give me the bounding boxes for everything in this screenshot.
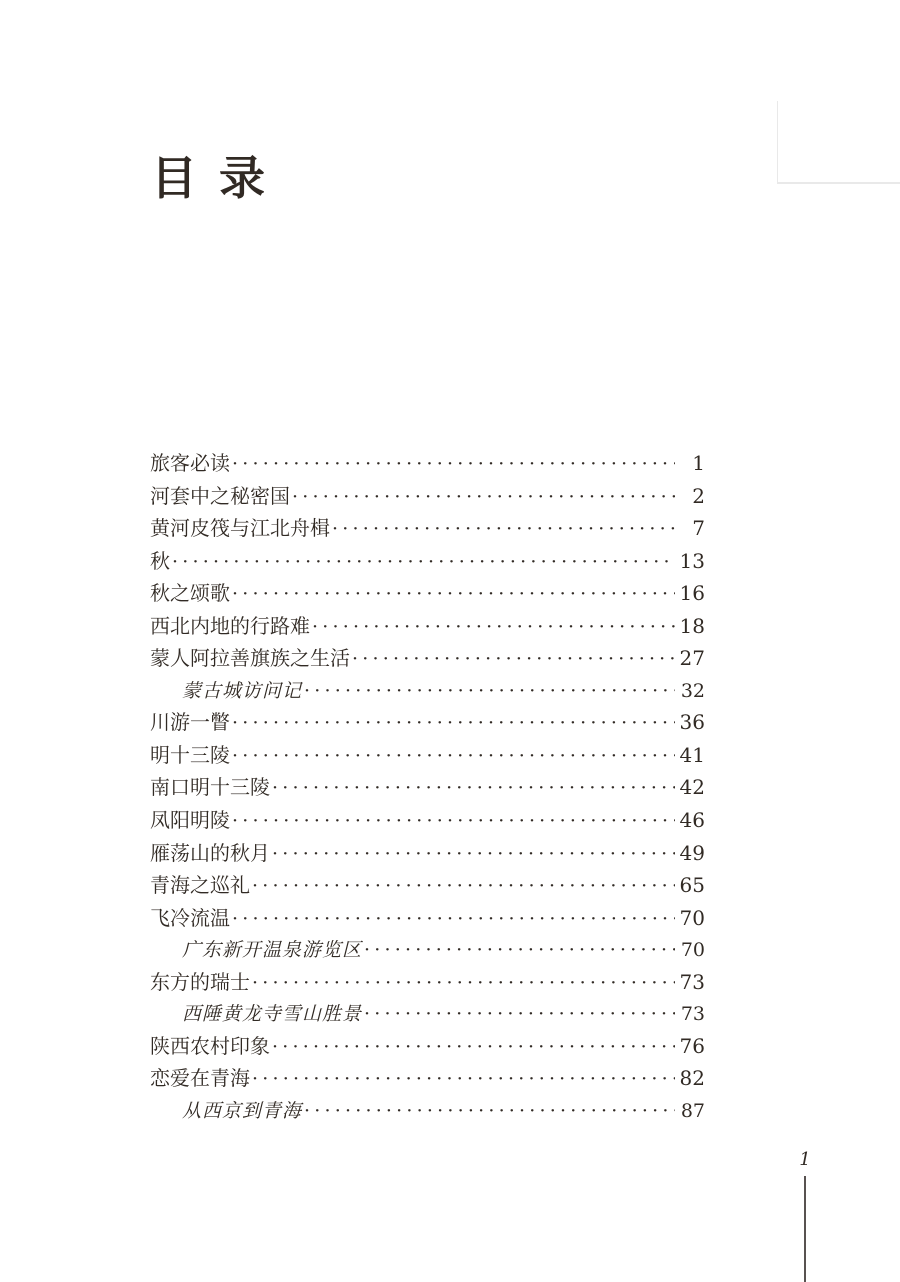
dot-leader: [232, 903, 675, 936]
toc-entry-page-number: 82: [679, 1066, 705, 1091]
toc-entry-title: 广东新开温泉游览区: [182, 939, 363, 962]
page-title: 目 录: [151, 151, 269, 205]
toc-row: [150, 448, 705, 481]
toc-entry-page-number: 46: [679, 808, 705, 833]
toc-row: [150, 1096, 705, 1128]
dot-leader: [272, 838, 675, 871]
dot-leader: [312, 611, 675, 644]
toc-row: [150, 967, 705, 1000]
dot-leader: [364, 935, 675, 967]
toc-entry-page-number: 13: [679, 548, 705, 573]
toc-row: [150, 643, 705, 676]
toc-entry-title: 凤阳明陵: [150, 808, 230, 833]
toc-entry-title: 西北内地的行路难: [150, 613, 310, 638]
dot-leader: [292, 481, 675, 514]
toc-row: [150, 870, 705, 903]
toc-row: [150, 772, 705, 805]
dot-leader: [252, 967, 675, 1000]
toc-entry-page-number: 1: [692, 451, 705, 475]
toc-row: [150, 1063, 705, 1096]
toc-entry-page-number: 36: [679, 710, 705, 735]
toc-entry-title: 秋: [150, 548, 170, 573]
toc-entry-title: 陕西农村印象: [150, 1033, 270, 1058]
toc-entry-title: 秋之颂歌: [150, 581, 230, 606]
dot-leader: [352, 643, 675, 676]
toc-row: [150, 999, 705, 1031]
page-corner-box: [777, 101, 900, 184]
toc-entry-title: 河套中之秘密国: [150, 483, 290, 508]
toc-entry-page-number: 7: [692, 516, 705, 541]
dot-leader: [304, 1096, 675, 1128]
dot-leader: [232, 578, 675, 611]
folio-rule: [804, 1176, 806, 1282]
toc-row: [150, 740, 705, 773]
toc-entry-page-number: 73: [680, 1003, 705, 1026]
toc-entry-title: 飞冷流温: [150, 905, 230, 930]
dot-leader: [232, 805, 675, 838]
toc-entry-page-number: 18: [679, 613, 705, 638]
toc-entry-page-number: 27: [679, 646, 705, 671]
toc-entry-title: 南口明十三陵: [150, 775, 270, 800]
toc-row: [150, 903, 705, 936]
toc-row: [150, 611, 705, 644]
toc-row: [150, 1031, 705, 1064]
dot-leader: [332, 513, 675, 546]
dot-leader: [232, 448, 675, 481]
toc-entry-title: 川游一瞥: [150, 710, 230, 735]
toc-entry-title: 东方的瑞士: [150, 969, 250, 994]
toc-entry-page-number: 87: [680, 1099, 705, 1122]
toc-entry-title: 黄河皮筏与江北舟楫: [150, 516, 330, 541]
dot-leader: [272, 1031, 675, 1064]
dot-leader: [252, 1063, 675, 1096]
toc-entry-title: 蒙古城访问记: [182, 679, 303, 702]
dot-leader: [364, 999, 675, 1031]
toc-entry-page-number: 32: [680, 679, 705, 702]
toc-row: [150, 676, 705, 708]
toc-entry-title: 西陲黄龙寺雪山胜景: [182, 1003, 363, 1026]
toc-entry-page-number: 73: [679, 969, 705, 994]
dot-leader: [172, 546, 675, 579]
dot-leader: [272, 772, 675, 805]
toc-entry-page-number: 70: [680, 939, 705, 962]
toc-entry-page-number: 16: [679, 581, 705, 606]
toc-row: [150, 838, 705, 871]
toc-entry-page-number: 2: [692, 483, 705, 508]
toc-row: [150, 707, 705, 740]
toc-entry-title: 蒙人阿拉善旗族之生活: [150, 646, 350, 671]
toc-entry-title: 恋爱在青海: [150, 1066, 250, 1091]
dot-leader: [304, 676, 675, 708]
dot-leader: [232, 707, 675, 740]
folio-page-number: 1: [799, 1149, 811, 1170]
toc-row: [150, 578, 705, 611]
toc-entry-title: 雁荡山的秋月: [150, 840, 270, 865]
toc-row: [150, 805, 705, 838]
toc-entry-title: 从西京到青海: [182, 1099, 303, 1122]
toc-entry-title: 旅客必读: [150, 451, 230, 475]
toc-entry-page-number: 70: [679, 905, 705, 930]
toc-entry-page-number: 41: [679, 742, 705, 767]
toc-entry-page-number: 65: [679, 873, 705, 898]
toc-row: [150, 935, 705, 967]
dot-leader: [252, 870, 675, 903]
toc-row: [150, 513, 705, 546]
toc-entry-page-number: 76: [679, 1033, 705, 1058]
dot-leader: [232, 740, 675, 773]
toc-row: [150, 546, 705, 579]
toc-entry-title: 明十三陵: [150, 742, 230, 767]
toc-row: [150, 481, 705, 514]
toc-entry-page-number: 49: [679, 840, 705, 865]
toc-entry-title: 青海之巡礼: [150, 873, 250, 898]
toc-entry-page-number: 42: [679, 775, 705, 800]
toc-list: [150, 448, 705, 1127]
